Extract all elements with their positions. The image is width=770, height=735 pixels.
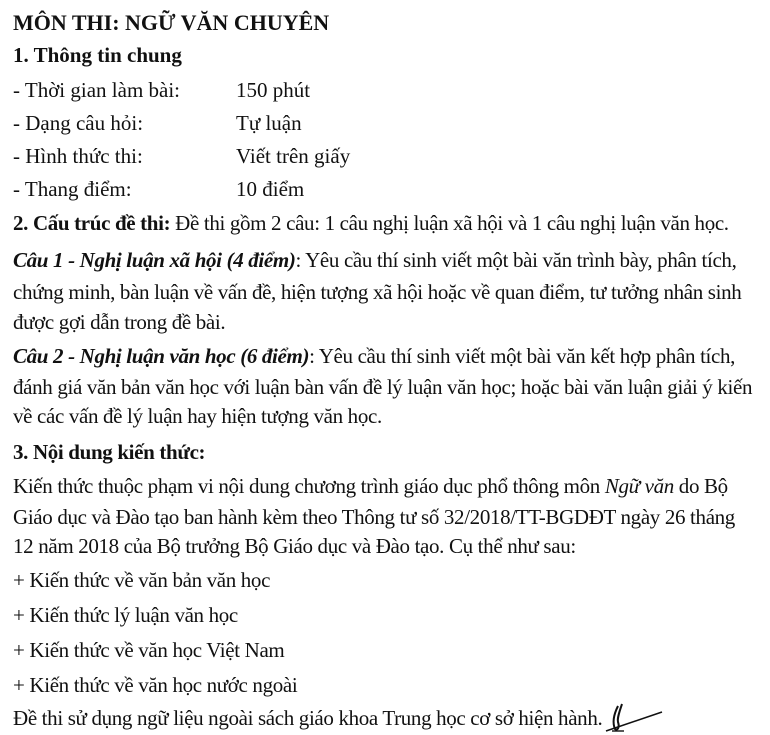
para-text: do Bộ: [673, 474, 728, 498]
section2-intro: [13, 210, 729, 236]
knowledge-item: + Kiến thức về văn học nước ngoài: [13, 673, 298, 697]
subject-name: Ngữ văn: [604, 474, 674, 498]
cau1-text: : Yêu cầu thí sinh viết một bài văn trình bày, phân tích,: [295, 248, 737, 272]
info-row-score-scale: [13, 176, 305, 202]
info-label: - Thời gian làm bài:: [13, 78, 181, 102]
cau1-line-2: chứng minh, bàn luận về vấn đề, hiện tượng xã hội hoặc về quan điểm, tư tưởng nhân sinh: [13, 280, 742, 304]
cau2-label: Câu 2 - Nghị luận văn học (6 điểm): [13, 344, 310, 368]
cau1-label: Câu 1 - Nghị luận xã hội (4 điểm): [13, 248, 296, 272]
knowledge-item: + Kiến thức lý luận văn học: [13, 603, 238, 627]
cau1-line-1: [13, 247, 736, 273]
info-value: Viết trên giấy: [236, 144, 351, 168]
info-value: Tự luận: [236, 111, 302, 135]
cau2-text: : Yêu cầu thí sinh viết một bài văn kết hợp phân tích,: [309, 344, 736, 368]
handwritten-initial-icon: [598, 700, 664, 734]
section3-para-line-1: [13, 473, 728, 499]
cau2-line-3: về các vấn đề lý luận hay hiện tượng văn học.: [13, 404, 382, 428]
section2-heading: 2. Cấu trúc đề thi:: [13, 211, 171, 235]
section3-para-line-2: Giáo dục và Đào tạo ban hành kèm theo Thông tư số 32/2018/TT-BGDĐT ngày 26 tháng: [13, 505, 735, 529]
info-row-duration: [13, 77, 311, 103]
knowledge-item: + Kiến thức về văn học Việt Nam: [13, 638, 285, 662]
info-row-question-type: [13, 110, 302, 136]
cau2-line-2: đánh giá văn bản văn học với luận bàn vấn đề lý luận văn học; hoặc bài văn luận giải ý kiến: [13, 375, 753, 399]
info-value: 150 phút: [236, 78, 311, 102]
info-value: 10 điểm: [236, 177, 305, 201]
closing-statement: Đề thi sử dụng ngữ liệu ngoài sách giáo khoa Trung học cơ sở hiện hành.: [13, 706, 603, 730]
section3-para-line-3: 12 năm 2018 của Bộ trưởng Bộ Giáo dục và Đào tạo. Cụ thể như sau:: [13, 534, 576, 558]
cau1-line-3: được gợi dẫn trong đề bài.: [13, 310, 226, 334]
section3-heading: 3. Nội dung kiến thức:: [13, 440, 206, 464]
document-title: MÔN THI: NGỮ VĂN CHUYÊN: [13, 10, 330, 35]
para-text: Kiến thức thuộc phạm vi nội dung chương trình giáo dục phổ thông môn: [13, 474, 605, 498]
info-label: - Dạng câu hỏi:: [13, 111, 144, 135]
knowledge-item: + Kiến thức về văn bản văn học: [13, 568, 271, 592]
section1-heading: 1. Thông tin chung: [13, 43, 182, 67]
info-label: - Hình thức thi:: [13, 144, 143, 168]
cau2-line-1: [13, 343, 735, 369]
info-row-exam-format: [13, 143, 351, 169]
section2-text: Đề thi gồm 2 câu: 1 câu nghị luận xã hội và 1 câu nghị luận văn học.: [170, 211, 729, 235]
info-label: - Thang điểm:: [13, 177, 132, 201]
